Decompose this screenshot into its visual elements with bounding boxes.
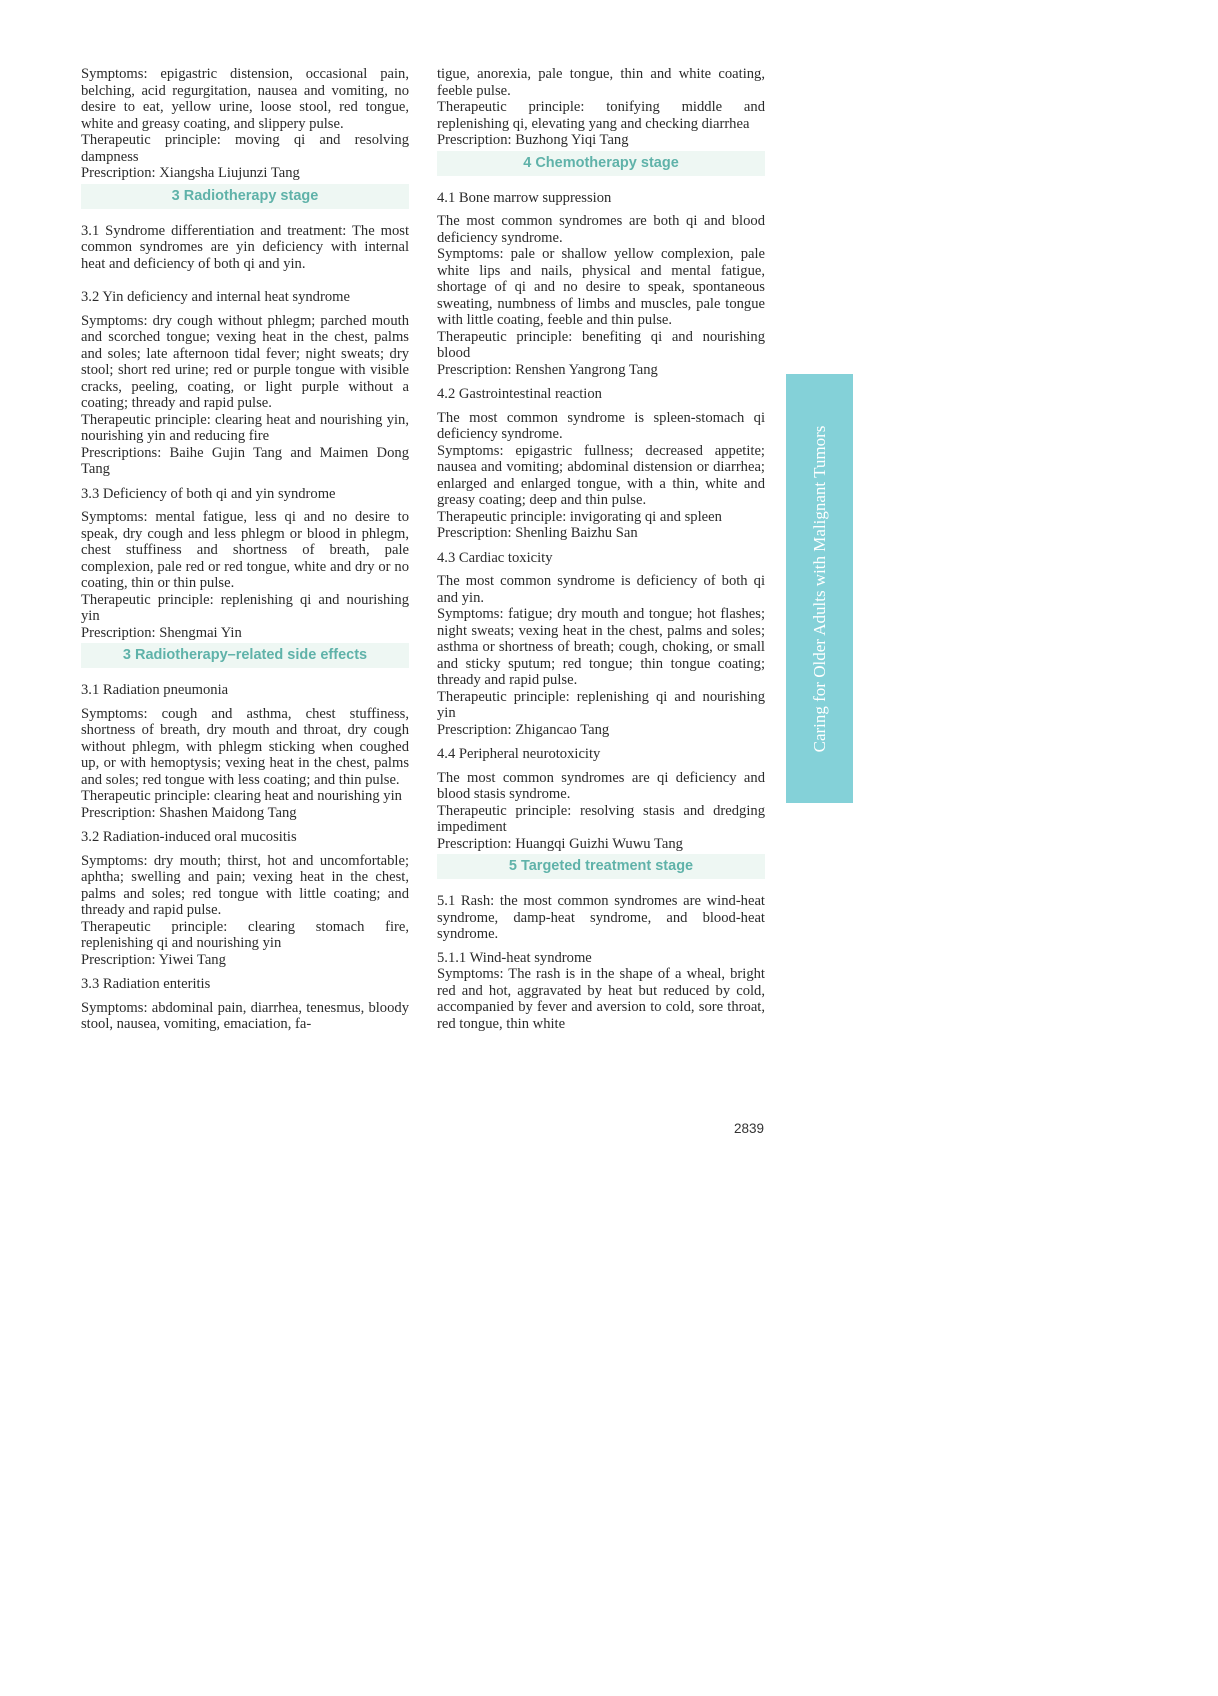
paragraph: Prescription: Shengmai Yin (81, 624, 242, 641)
subsection-heading: 3.1 Radiation pneumonia (81, 682, 229, 698)
subsection-heading: 3.2 Radiation-induced oral mucositis (81, 829, 297, 845)
paragraph: Symptoms: epigastric fullness; decreased appetite; nausea and vomiting; abdominal distension or diarrhea; enlarged and enlarged tongue, with a thin, white and greasy coating; deep and thin pulse. (437, 442, 765, 508)
paragraph: The most common syndrome is deficiency of both qi and yin. (437, 573, 765, 606)
subsection-heading: 3.3 Radiation enteritis (81, 976, 211, 992)
paragraph: Symptoms: cough and asthma, chest stuffiness, shortness of breath, dry mouth and throat, dry cough without phlegm, with phlegm sticking when coughed up, or with hemoptysis; vexing heat in the chest, palms and soles; red tongue with less coating; and thin pulse. (81, 705, 409, 788)
paragraph: Therapeutic principle: replenishing qi and nourishing yin (81, 591, 409, 624)
subsection-heading: 4.3 Cardiac toxicity (437, 549, 553, 566)
left-column (81, 66, 409, 1033)
paragraph: Therapeutic principle: tonifying middle and replenishing qi, elevating yang and checking diarrhea (437, 99, 765, 132)
paragraph: Symptoms: dry mouth; thirst, hot and uncomfortable; aphtha; swelling and pain; vexing heat in the chest, palms and soles; red tongue with little coating; and thready and rapid pulse. (81, 852, 409, 918)
paragraph: The most common syndromes are both qi and blood deficiency syndrome. (437, 213, 765, 246)
section-heading: 3 Radiotherapy–related side effects (81, 643, 409, 668)
paragraph: 5.1.1 Wind-heat syndrome (437, 949, 592, 966)
paragraph: tigue, anorexia, pale tongue, thin and white coating, feeble pulse. (437, 66, 765, 99)
paragraph: Therapeutic principle: moving qi and resolving dampness (81, 132, 409, 165)
subsection-heading: 4.1 Bone marrow suppression (437, 189, 612, 206)
paragraph: The most common syndrome is spleen-stomach qi deficiency syndrome. (437, 409, 765, 442)
paragraph: Prescription: Huangqi Guizhi Wuwu Tang (437, 835, 683, 852)
paragraph: Prescriptions: Baihe Gujin Tang and Maimen Dong Tang (81, 444, 409, 477)
paragraph: Symptoms: fatigue; dry mouth and tongue; hot flashes; night sweats; vexing heat in the chest, palms and soles; asthma or shortness of breath; cough, choking, or small and sticky sputum; red tongue; thin tongue coating; thready and rapid pulse. (437, 606, 765, 688)
paragraph: Therapeutic principle: clearing stomach fire, replenishing qi and nourishing yin (81, 918, 409, 951)
paragraph: Therapeutic principle: invigorating qi and spleen (437, 508, 722, 525)
section-heading: 3 Radiotherapy stage (81, 184, 409, 209)
subsection-heading: 4.2 Gastrointestinal reaction (437, 386, 602, 402)
paragraph: Therapeutic principle: clearing heat and nourishing yin, nourishing yin and reducing fire (81, 411, 409, 444)
right-column (437, 66, 765, 1032)
section-heading: 4 Chemotherapy stage (437, 151, 765, 176)
paragraph: Symptoms: abdominal pain, diarrhea, tenesmus, bloody stool, nausea, vomiting, emaciation, fa- (81, 999, 409, 1032)
paragraph: Symptoms: pale or shallow yellow complexion, pale white lips and nails, physical and mental fatigue, shortage of qi and no desire to speak, spontaneous sweating, numbness of limbs and muscles, pale tongue with little coating, feeble and thin pulse. (437, 246, 765, 328)
subsection-heading: 4.4 Peripheral neurotoxicity (437, 746, 601, 762)
paragraph: 3.1 Syndrome differentiation and treatment: The most common syndromes are yin deficiency with internal heat and deficiency of both qi and yin. (81, 222, 409, 272)
spacer (81, 272, 409, 289)
paragraph: Symptoms: epigastric distension, occasional pain, belching, acid regurgitation, nausea and vomiting, no desire to eat, yellow urine, loose stool, red tongue, white and greasy coating, and slippery pulse. (81, 66, 409, 132)
paragraph: Therapeutic principle: replenishing qi and nourishing yin (437, 688, 765, 721)
paragraph: Prescription: Renshen Yangrong Tang (437, 361, 658, 378)
running-title-text: Caring for Older Adults with Malignant Tumors (809, 425, 829, 752)
paragraph: Prescription: Shashen Maidong Tang (81, 804, 297, 821)
paragraph: Prescription: Yiwei Tang (81, 951, 226, 968)
paragraph: Symptoms: dry cough without phlegm; parched mouth and scorched tongue; vexing heat in the chest, palms and soles; late afternoon tidal fever; night sweats; dry stool; short red urine; red or purple tongue with visible cracks, peeling, coating, or light purple without a coating; thready and rapid pulse. (81, 312, 409, 411)
running-title-tab (786, 374, 853, 803)
paragraph: Symptoms: mental fatigue, less qi and no desire to speak, dry cough and less phlegm or blood in phlegm, chest stuffiness and shortness of breath, pale complexion, pale red or red tongue, white and dry or no coating, thin or thin pulse. (81, 509, 409, 591)
paragraph: Therapeutic principle: clearing heat and nourishing yin (81, 788, 402, 804)
paragraph: Prescription: Buzhong Yiqi Tang (437, 132, 629, 148)
paragraph: 5.1 Rash: the most common syndromes are wind-heat syndrome, damp-heat syndrome, and blood-heat syndrome. (437, 893, 765, 942)
subsection-heading: 3.3 Deficiency of both qi and yin syndrome (81, 485, 336, 502)
paragraph: Prescription: Xiangsha Liujunzi Tang (81, 165, 300, 181)
subsection-heading: 3.2 Yin deficiency and internal heat syndrome (81, 289, 350, 305)
paragraph: Therapeutic principle: benefiting qi and nourishing blood (437, 328, 765, 361)
paragraph: The most common syndromes are qi deficiency and blood stasis syndrome. (437, 769, 765, 802)
page-number: 2839 (733, 1121, 764, 1136)
paragraph: Prescription: Shenling Baizhu San (437, 525, 638, 541)
paragraph: Prescription: Zhigancao Tang (437, 721, 610, 738)
paragraph: Symptoms: The rash is in the shape of a wheal, bright red and hot, aggravated by heat but reduced by cold, accompanied by fever and aversion to cold, sore throat, red tongue, thin white (437, 966, 765, 1032)
paragraph: Therapeutic principle: resolving stasis and dredging impediment (437, 802, 765, 835)
section-heading: 5 Targeted treatment stage (437, 854, 765, 879)
